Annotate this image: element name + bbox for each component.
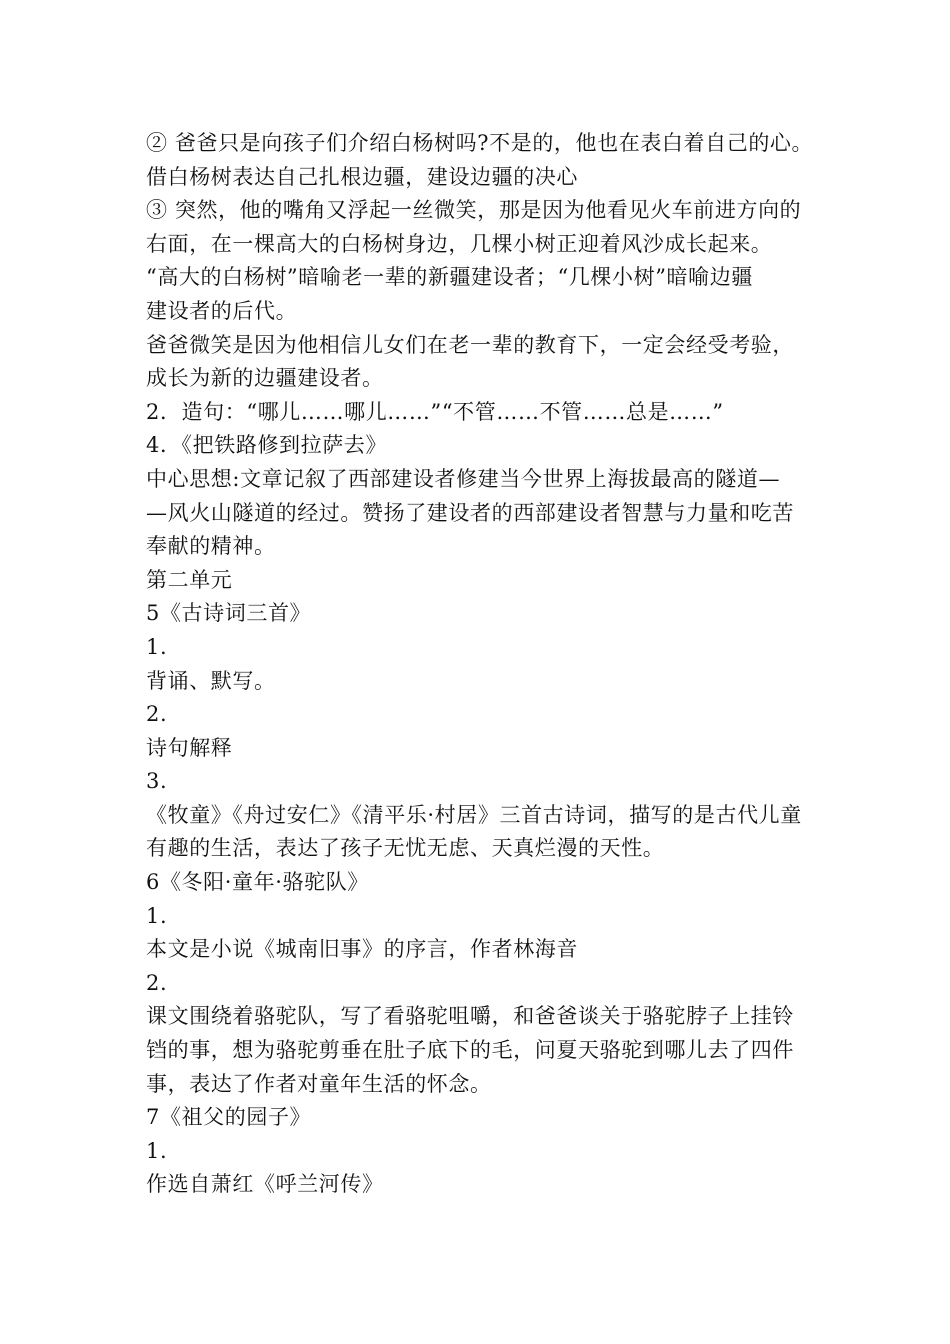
item-number: 1. — [146, 634, 168, 659]
text-line: ② 爸爸只是向孩子们介绍白杨树吗?不是的，他也在表白着自己的心。 — [146, 131, 814, 155]
lesson-heading: 5《古诗词三首》 — [146, 601, 312, 626]
text-line: 本文是小说《城南旧事》的序言，作者林海音 — [146, 937, 578, 962]
text-line: 课文围绕着骆驼队，写了看骆驼咀嚼，和爸爸谈关于骆驼脖子上挂铃 — [146, 1004, 794, 1029]
text-line: 背诵、默写。 — [146, 668, 276, 693]
lesson-heading: 7《祖父的园子》 — [146, 1105, 312, 1130]
text-line: 作选自萧红《呼兰河传》 — [146, 1172, 384, 1197]
item-number: 2. — [146, 970, 168, 995]
text-line: 《牧童》《舟过安仁》《清平乐·村居》三首古诗词，描写的是古代儿童 — [146, 802, 802, 827]
text-line: 事，表达了作者对童年生活的怀念。 — [146, 1071, 492, 1096]
text-line: 爸爸微笑是因为他相信儿女们在老一辈的教育下，一定会经受考验， — [146, 332, 794, 357]
unit-heading: 第二单元 — [146, 567, 233, 592]
lesson-heading: 6《冬阳·童年·骆驼队》 — [146, 870, 369, 895]
text-line: 右面，在一棵高大的白杨树身边，几棵小树正迎着风沙成长起来。 — [146, 231, 773, 256]
text-line: 中心思想:文章记叙了西部建设者修建当今世界上海拔最高的隧道— — [146, 466, 781, 491]
text-line: —风火山隧道的经过。赞扬了建设者的西部建设者智慧与力量和吃苦 — [146, 500, 794, 525]
item-number: 2. — [146, 702, 168, 727]
text-line: ③ 突然，他的嘴角又浮起一丝微笑，那是因为他看见火车前进方向的 — [146, 198, 802, 223]
text-line: 奉献的精神。 — [146, 534, 276, 559]
text-line: 诗句解释 — [146, 735, 233, 760]
text-line: “高大的白杨树”暗喻老一辈的新疆建设者；“几棵小树”暗喻边疆 — [146, 265, 753, 290]
text-line: 建设者的后代。 — [146, 298, 298, 323]
text-line: 2．造句：“哪儿……哪儿……”“不管……不管……总是……” — [146, 399, 724, 424]
text-line: 铛的事，想为骆驼剪垂在肚子底下的毛，问夏天骆驼到哪儿去了四件 — [146, 1038, 794, 1063]
item-number: 1. — [146, 903, 168, 928]
text-line: 借白杨树表达自己扎根边疆，建设边疆的决心 — [146, 164, 578, 189]
text-line: 有趣的生活，表达了孩子无忧无虑、天真烂漫的天性。 — [146, 836, 665, 861]
item-number: 3. — [146, 769, 168, 794]
section-heading: 4．《把铁路修到拉萨去》 — [146, 433, 388, 458]
document-body — [146, 127, 826, 1202]
item-number: 1. — [146, 1138, 168, 1163]
text-line: 成长为新的边疆建设者。 — [146, 366, 384, 391]
